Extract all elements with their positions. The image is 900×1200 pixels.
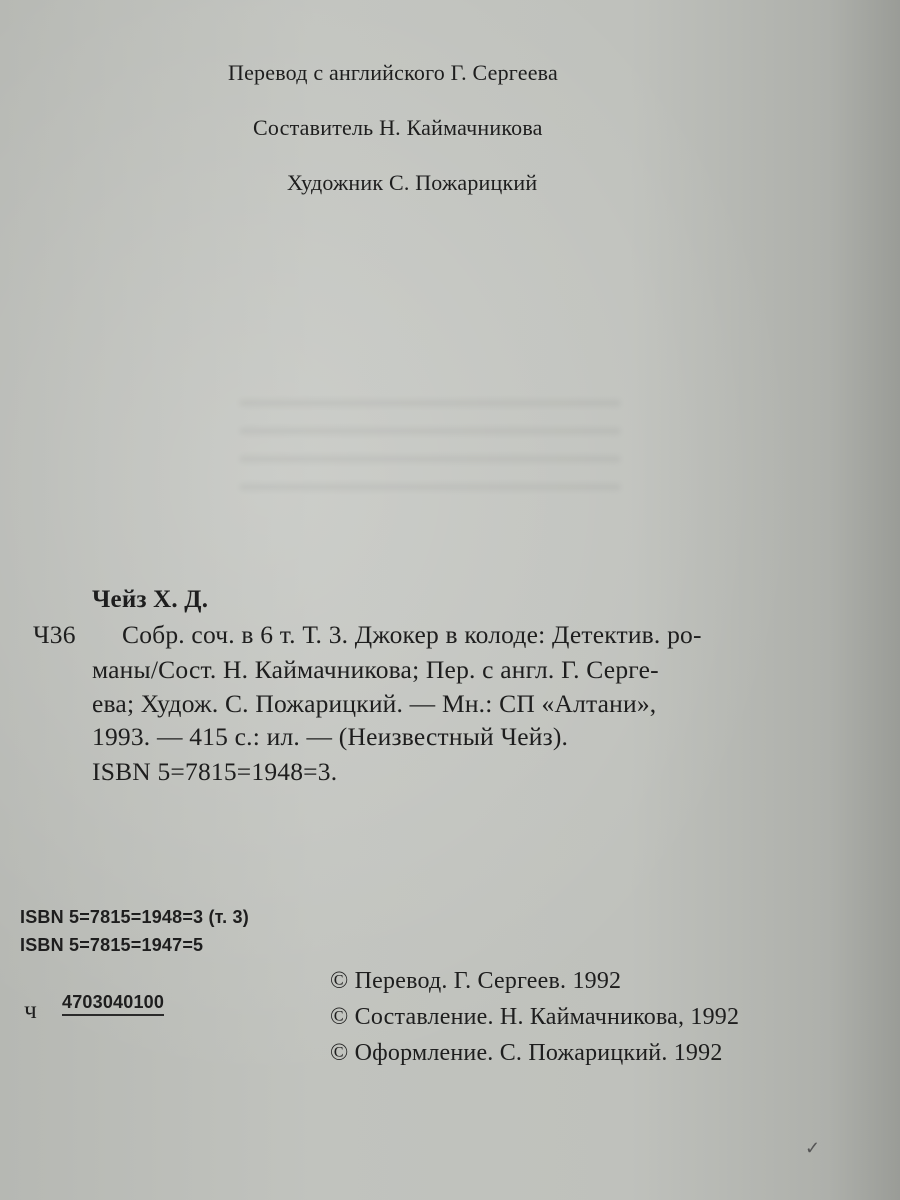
classification-letter: ч [24,995,38,1024]
catalog-line: маны/Сост. Н. Каймачникова; Пер. с англ. Г. Серге- [92,655,659,684]
catalog-line: ева; Худож. С. Пожарицкий. — Мн.: СП «Алтани», [92,689,657,718]
copyright-translation: © Перевод. Г. Сергеев. 1992 [330,968,622,994]
classification-code: 4703040100 [62,992,164,1016]
isbn-set: ISBN 5=7815=1947=5 [20,935,204,955]
catalog-author: Чейз Х. Д. [92,586,209,613]
show-through-text [240,380,620,490]
isbn-volume: ISBN 5=7815=1948=3 (т. 3) [20,907,249,927]
compiler-credit: Составитель Н. Каймачникова [253,115,543,140]
copyright-compilation: © Составление. Н. Каймачникова, 1992 [330,1004,740,1030]
artist-credit: Художник С. Пожарицкий [287,170,538,195]
pencil-check-mark: ✓ [805,1138,821,1158]
translation-credit: Перевод с английского Г. Сергеева [228,60,558,85]
catalog-isbn: ISBN 5=7815=1948=3. [92,757,338,786]
copyright-design: © Оформление. С. Пожарицкий. 1992 [330,1040,723,1066]
catalog-line: 1993. — 415 с.: ил. — (Неизвестный Чейз). [92,722,569,751]
catalog-line: Собр. соч. в 6 т. Т. 3. Джокер в колоде: Детектив. ро- [122,620,702,649]
catalog-index: Ч36 [33,620,76,649]
